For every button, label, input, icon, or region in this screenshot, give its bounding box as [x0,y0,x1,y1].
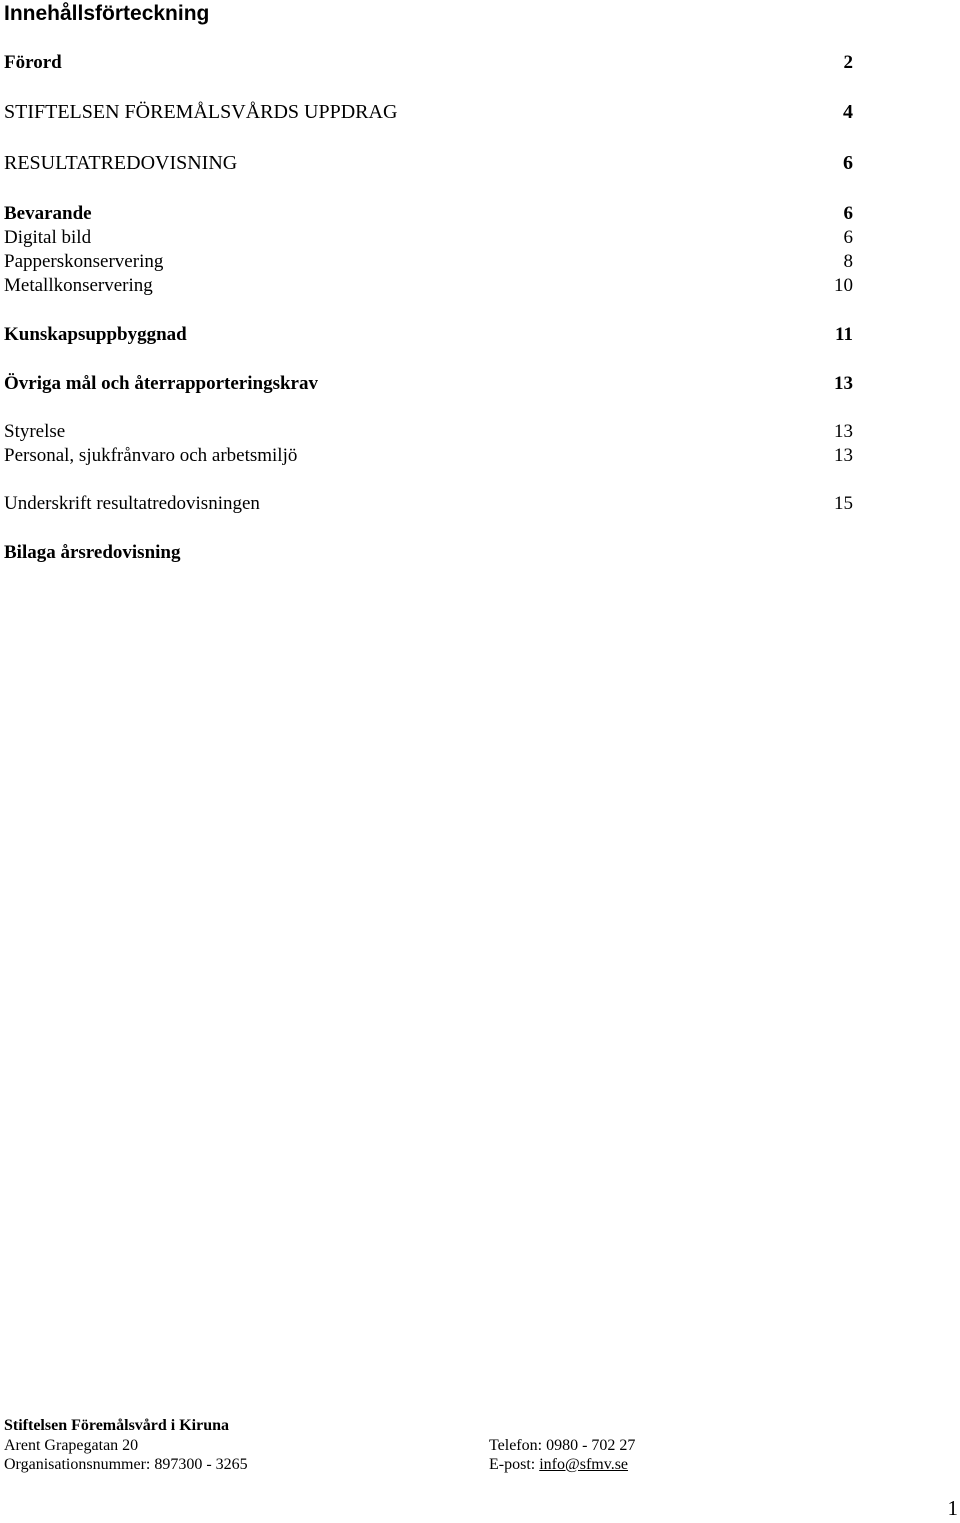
footer-org-name: Stiftelsen Föremålsvård i Kiruna [4,1417,230,1434]
toc-entry-page: 6 [843,203,853,224]
toc-entry-page: 6 [843,227,853,248]
toc-entry-label: Övriga mål och återrapporteringskrav [4,373,318,394]
toc-title: Innehållsförteckning [4,2,210,25]
page-number: 1 [947,1496,958,1520]
toc-entry-uppdrag[interactable] [4,100,853,124]
footer-email-prefix: E-post: [489,1456,540,1473]
toc-entry-bilaga[interactable] [4,541,853,565]
toc-entry-styrelse[interactable] [4,420,853,444]
footer-email-link[interactable]: info@sfmv.se [539,1456,629,1473]
toc-entry-label: Bilaga årsredovisning [4,542,181,563]
toc-entry-page: 2 [843,52,853,73]
toc-entry-page: 13 [834,373,853,394]
toc-entry-label: STIFTELSEN FÖREMÅLSVÅRDS UPPDRAG [4,101,398,123]
toc-entry-page: 10 [834,275,853,296]
footer-address: Arent Grapegatan 20 [4,1437,139,1454]
toc-entry-ovriga-mal[interactable] [4,372,853,396]
toc-entry-papperskonservering[interactable] [4,250,853,274]
footer-org-number: Organisationsnummer: 897300 - 3265 [4,1456,248,1473]
toc-entry-page: 13 [834,445,853,466]
toc-entry-underskrift[interactable] [4,492,853,516]
footer-phone: Telefon: 0980 - 702 27 [489,1437,636,1454]
toc-entry-metallkonservering[interactable] [4,274,853,298]
toc-entry-page: 11 [835,324,853,345]
toc-entry-label: Bevarande [4,203,92,224]
toc-entry-page: 15 [834,493,853,514]
toc-entry-page: 8 [843,251,853,272]
toc-entry-label: RESULTATREDOVISNING [4,152,238,174]
toc-entry-page: 6 [843,152,853,174]
toc-entry-page: 4 [843,101,853,123]
toc-entry-label: Underskrift resultatredovisningen [4,493,260,514]
toc-entry-resultatredovisning[interactable] [4,151,853,175]
toc-entry-digital-bild[interactable] [4,226,853,250]
toc-entry-bevarande[interactable] [4,202,853,226]
toc-entry-label: Papperskonservering [4,251,164,272]
footer-email-line [489,1455,628,1474]
toc-entry-label: Digital bild [4,227,92,248]
toc-entry-personal[interactable] [4,444,853,468]
toc-entry-kunskapsuppbyggnad[interactable] [4,323,853,347]
toc-entry-label: Förord [4,52,62,73]
toc-entry-label: Metallkonservering [4,275,153,296]
toc-entry-label: Kunskapsuppbyggnad [4,324,187,345]
toc-entry-label: Styrelse [4,421,66,442]
toc-entry-page: 13 [834,421,853,442]
toc-entry-forord[interactable] [4,51,853,75]
toc-entry-label: Personal, sjukfrånvaro och arbetsmiljö [4,445,298,466]
